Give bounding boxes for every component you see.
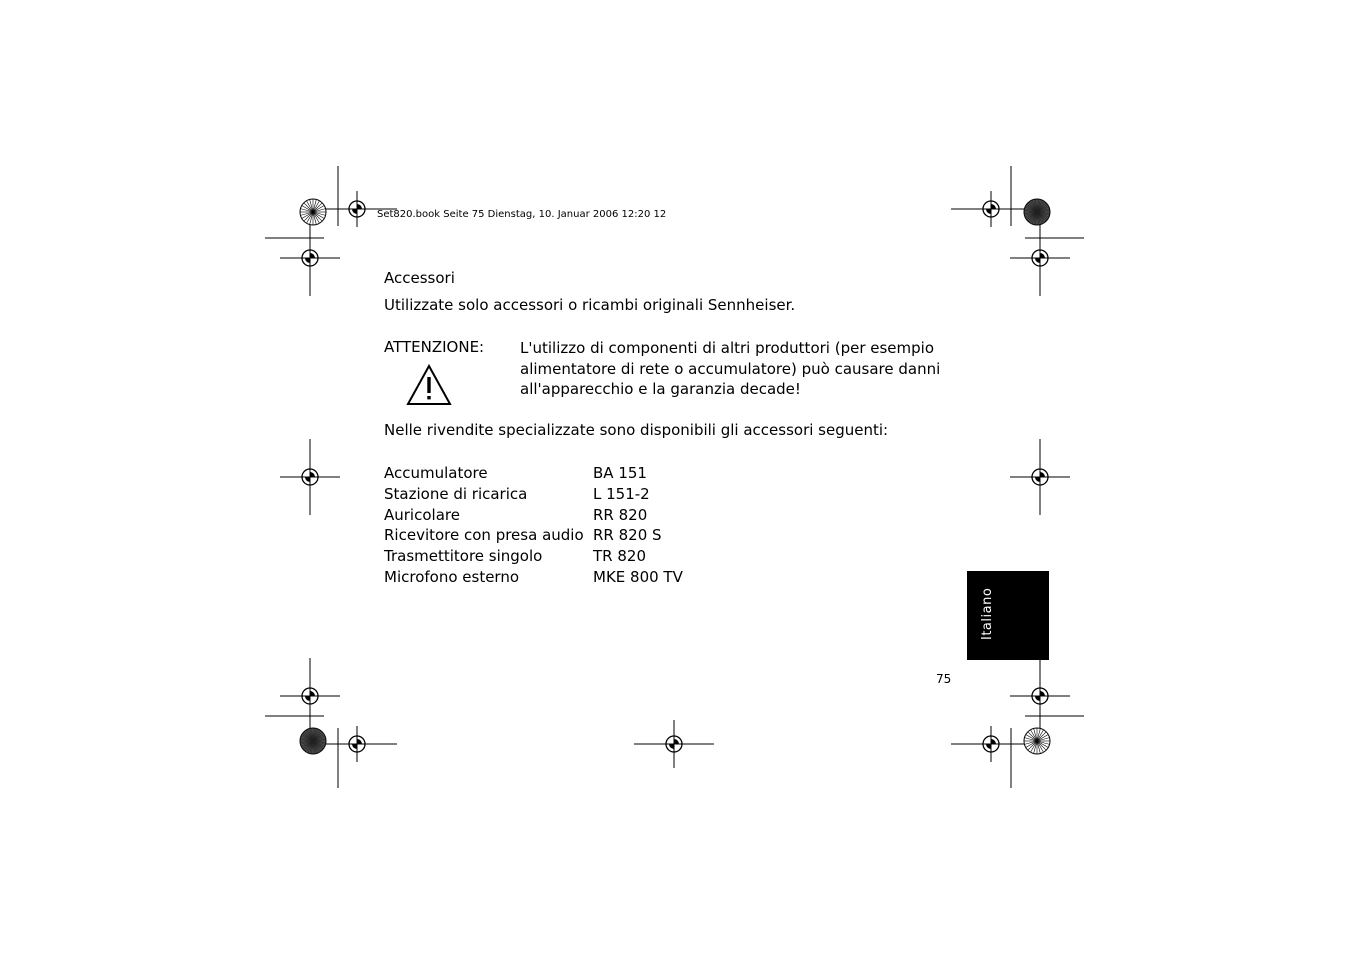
accessory-name: Trasmettitore singolo	[384, 547, 543, 566]
accessory-code: RR 820	[593, 505, 648, 524]
table-row	[384, 505, 683, 526]
registration-mark-icon	[951, 726, 1031, 762]
table-row	[384, 525, 683, 546]
registration-mark-icon	[317, 726, 397, 762]
accessory-code: MKE 800 TV	[593, 567, 683, 586]
accessory-code: TR 820	[593, 547, 646, 566]
page-number: 75	[936, 672, 952, 686]
warning-line: L'utilizzo di componenti di altri produttori (per esempio	[520, 339, 935, 357]
accessory-name: Auricolare	[384, 505, 460, 524]
registration-mark-icon	[280, 658, 340, 734]
warning-label: ATTENZIONE:	[384, 338, 485, 356]
registration-mark-icon	[1010, 658, 1070, 734]
accessory-code: BA 151	[593, 464, 647, 482]
table-row	[384, 567, 683, 588]
registration-mark-icon	[951, 191, 1031, 227]
registration-mark-icon	[280, 220, 340, 296]
accessory-name: Stazione di ricarica	[384, 484, 528, 503]
accessory-name: Accumulatore	[384, 464, 488, 482]
star-target-icon	[300, 199, 326, 225]
registration-mark-icon	[280, 439, 340, 515]
language-tab-label: Italiano	[980, 587, 995, 640]
warning-text	[520, 338, 940, 400]
accessory-name: Ricevitore con presa audio	[384, 526, 584, 545]
registration-mark-icon	[634, 720, 714, 768]
table-row	[384, 484, 683, 505]
accessory-code: RR 820 S	[593, 526, 662, 545]
intro-text: Utilizzate solo accessori o ricambi originali Sennheiser.	[384, 296, 796, 314]
section-title: Accessori	[384, 269, 455, 287]
warning-line: alimentatore di rete o accumulatore) può causare danni	[520, 359, 941, 378]
accessory-name: Microfono esterno	[384, 567, 520, 586]
star-target-icon	[300, 728, 326, 754]
table-row	[384, 546, 683, 567]
warning-triangle-icon	[406, 364, 452, 406]
registration-mark-icon	[1010, 439, 1070, 515]
registration-mark-icon	[1010, 220, 1070, 296]
warning-line: all'apparecchio e la garanzia decade!	[520, 380, 801, 398]
star-target-icon	[1024, 728, 1050, 754]
accessory-code: L 151-2	[593, 484, 650, 503]
file-header: Set820.book Seite 75 Dienstag, 10. Januar 2006 12:20 12	[377, 209, 667, 220]
star-target-icon	[1024, 199, 1050, 225]
accessories-table	[384, 463, 683, 588]
table-row	[384, 463, 683, 484]
availability-text: Nelle rivendite specializzate sono disponibili gli accessori seguenti:	[384, 421, 889, 439]
